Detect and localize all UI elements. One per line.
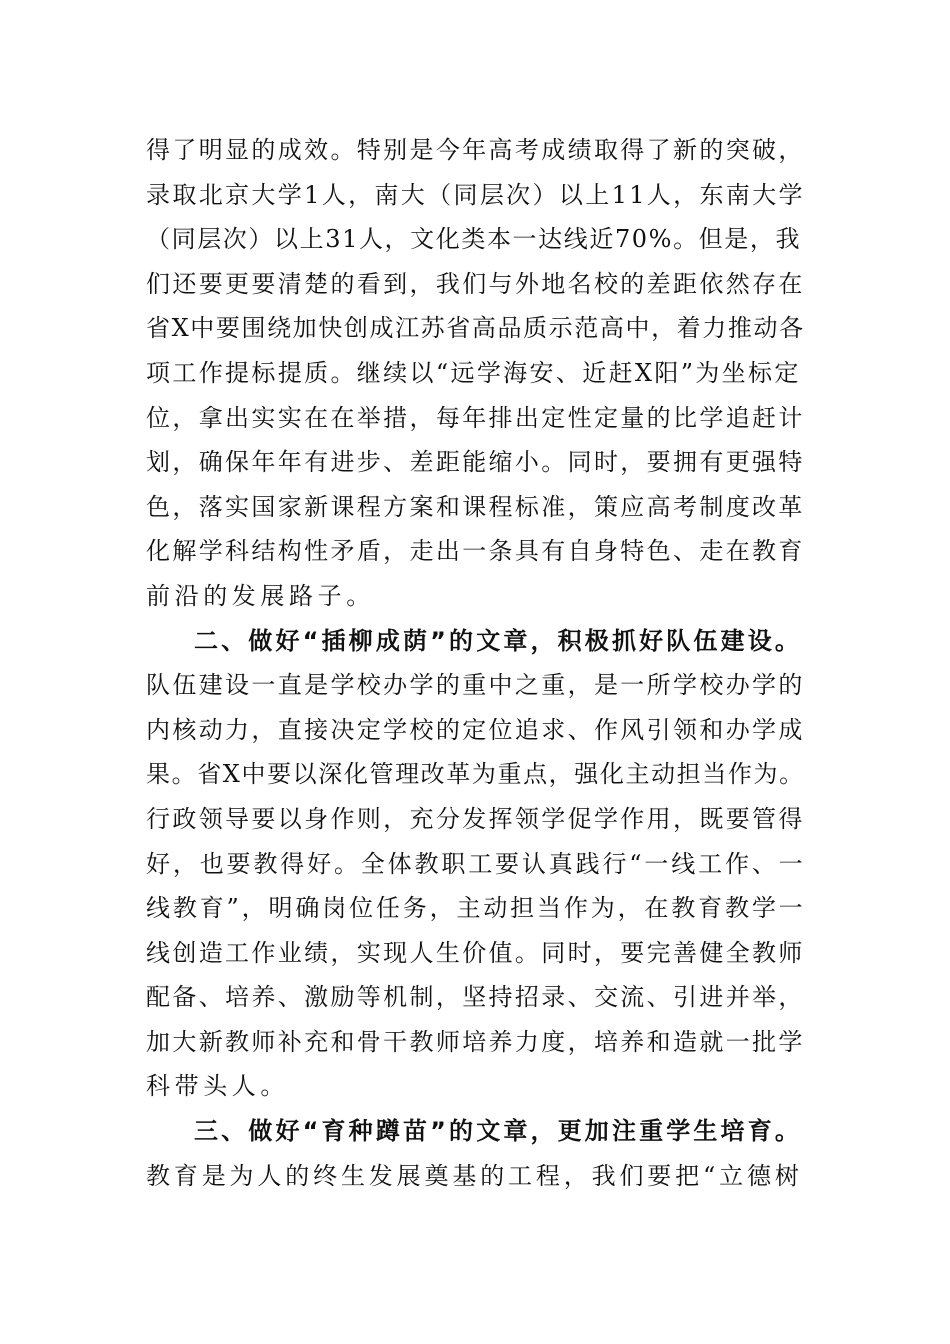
section-heading-2: 二、做好“插柳成荫”的文章，积极抓好队伍建设。 [194,626,802,655]
body-text [146,128,806,1198]
text-line: 配备、培养、激励等机制，坚持招录、交流、引进并举， [146,983,805,1012]
section-heading-3: 三、做好“育种蹲苗”的文章，更加注重学生培育。 [194,1117,802,1146]
text-line: 好，也要教得好。全体教职工要认真践行“一线工作、一 [146,849,806,878]
text-line: 项工作提标提质。继续以“远学海安、近赶X阳”为坐标定 [146,358,801,387]
text-line: 果。省X中要以深化管理改革为重点，强化主动担当作为。 [146,760,805,789]
text-line: 位，拿出实实在在举措，每年排出定性定量的比学追赶计 [146,403,805,432]
text-line: （同层次）以上31人，文化类本一达线近70%。但是，我 [146,225,802,254]
text-line: 录取北京大学1人，南大（同层次）以上11人，东南大学 [146,180,805,209]
text-line: 教育是为人的终生发展奠基的工程，我们要把“立德树 [146,1161,803,1190]
text-line: 内核动力，直接决定学校的定位追求、作风引领和办学成 [146,715,805,744]
text-line: 省X中要围绕加快创成江苏省高品质示范高中，着力推动各 [146,314,805,343]
text-line: 线创造工作业绩，实现人生价值。同时，要完善健全教师 [146,938,805,967]
text-line: 色，落实国家新课程方案和课程标准，策应高考制度改革 [146,492,805,521]
text-line: 前沿的发展路子。 [146,581,375,610]
text-line: 队伍建设一直是学校办学的重中之重，是一所学校办学的 [146,671,805,700]
text-line: 线教育”，明确岗位任务，主动担当作为，在教育教学一 [146,894,806,923]
text-line: 科带头人。 [146,1072,289,1101]
text-line: 们还要更要清楚的看到，我们与外地名校的差距依然存在 [146,269,805,298]
text-line: 得了明显的成效。特别是今年高考成绩取得了新的突破， [146,136,805,164]
text-line: 化解学科结构性矛盾，走出一条具有自身特色、走在教育 [146,537,805,566]
text-line: 划，确保年年有进步、差距能缩小。同时，要拥有更强特 [146,448,805,477]
text-line: 行政领导要以身作则，充分发挥领学促学作用，既要管得 [146,804,805,833]
text-line: 加大新教师补充和骨干教师培养力度，培养和造就一批学 [146,1027,805,1056]
